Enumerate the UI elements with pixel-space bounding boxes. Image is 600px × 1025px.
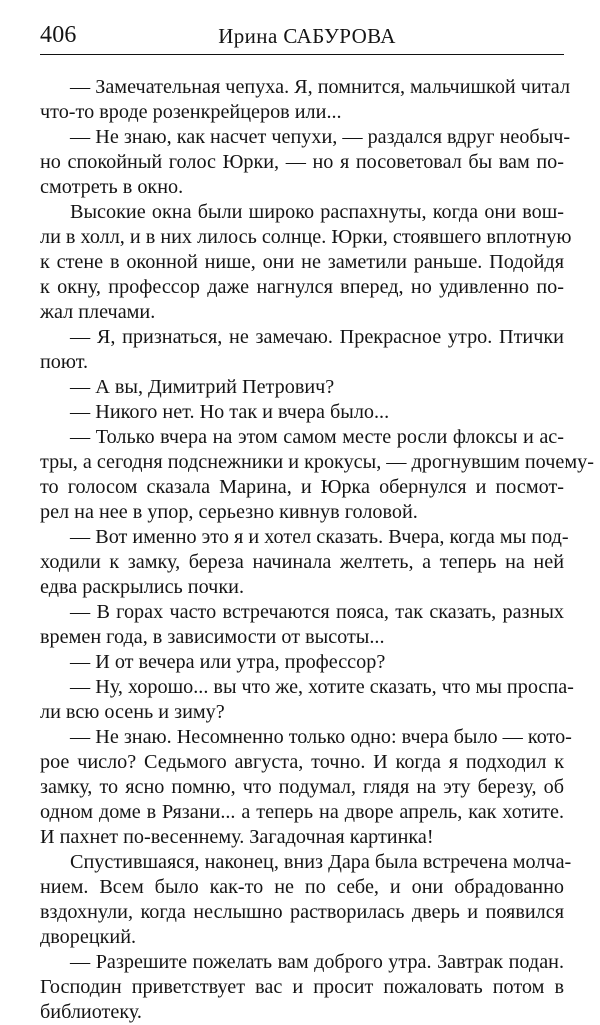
text-line: поют. [40,351,89,373]
paragraph [40,125,571,200]
text-line: жал плечами. [40,301,156,323]
paragraph [40,375,564,400]
text-line: Высокие окна были широко распахнуты, когда они вош- [70,201,564,223]
paragraph [40,600,564,650]
text-line: одном доме в Рязани... а теперь на дворе апрель, как хотите. [40,801,564,823]
paragraph [40,650,564,675]
running-head: Ирина САБУРОВА [218,24,396,48]
text-line: но спокойный голос Юрки, — но я посоветовал бы вам по- [40,151,564,173]
text-line: рое число? Седьмого августа, точно. И когда я подходил к [40,751,564,773]
text-line: замку, то ясно помню, что подумал, глядя на эту березу, об [40,776,564,798]
paragraph [40,400,564,425]
text-line: тры, а сегодня подснежники и крокусы, — дрогнувшим почему- [40,451,594,473]
text-line: — А вы, Димитрий Петрович? [70,376,335,398]
text-line: — Только вчера на этом самом месте росли флоксы и ас- [70,426,564,448]
paragraph [40,325,564,375]
paragraph [40,525,569,600]
text-line: Спустившаяся, наконец, вниз Дара была встречена молча- [70,851,572,873]
book-page [40,18,594,1025]
page-header [40,18,564,55]
text-line: времен года, в зависимости от высоты... [40,626,385,648]
text-line: — Не знаю. Несомненно только одно: вчера было — кото- [70,726,572,748]
text-line: что-то вроде розенкрейцеров или... [40,101,342,123]
text-line: — Замечательная чепуха. Я, помнится, мальчишкой читал [70,76,571,98]
text-line: — Я, признаться, не замечаю. Прекрасное утро. Птички [70,326,564,348]
paragraph [40,725,572,850]
text-line: нием. Всем было как-то не по себе, и они обрадованно [40,876,564,898]
text-line: ли в холл, и в них лилось солнце. Юрки, стоявшего вплотную [40,226,572,248]
text-line: — Не знаю, как насчет чепухи, — раздался вдруг необыч- [70,126,571,148]
text-line: И пахнет по-весеннему. Загадочная картинка! [40,826,434,848]
text-line: ли всю осень и зиму? [40,701,225,723]
text-line: Господин приветствует вас и просит пожаловать потом в [40,976,564,998]
text-line: — И от вечера или утра, профессор? [70,651,386,673]
text-line: — Никого нет. Но так и вчера было... [70,401,390,423]
text-line: — В горах часто встречаются пояса, так сказать, разных [70,601,564,623]
text-line: — Ну, хорошо... вы что же, хотите сказать, что мы проспа- [70,676,574,698]
text-line: то голосом сказала Марина, и Юрка обернулся и посмот- [40,476,564,498]
paragraph [40,75,571,125]
text-line: к окну, профессор даже нагнулся вперед, но удивленно по- [40,276,564,298]
text-line: рел на нее в упор, серьезно кивнув головой. [40,501,418,523]
text-line: к стене в оконной нише, они не заметили раньше. Подойдя [40,251,564,273]
body-text [40,75,594,1025]
text-line: смотреть в окно. [40,176,184,198]
paragraph [40,675,574,725]
text-line: — Вот именно это я и хотел сказать. Вчера, когда мы под- [70,526,569,548]
text-line: едва раскрылись почки. [40,576,244,598]
text-line: вздохнули, когда неслышно растворилась дверь и появился [40,901,564,923]
paragraph [40,850,572,950]
text-line: дворецкий. [40,926,137,948]
text-line: ходили к замку, береза начинала желтеть, а теперь на ней [40,551,564,573]
paragraph [40,950,564,1025]
page-number: 406 [40,22,77,48]
paragraph [40,425,594,525]
text-line: — Разрешите пожелать вам доброго утра. Завтрак подан. [70,951,564,973]
text-line: библиотеку. [40,1001,142,1023]
paragraph [40,200,572,325]
